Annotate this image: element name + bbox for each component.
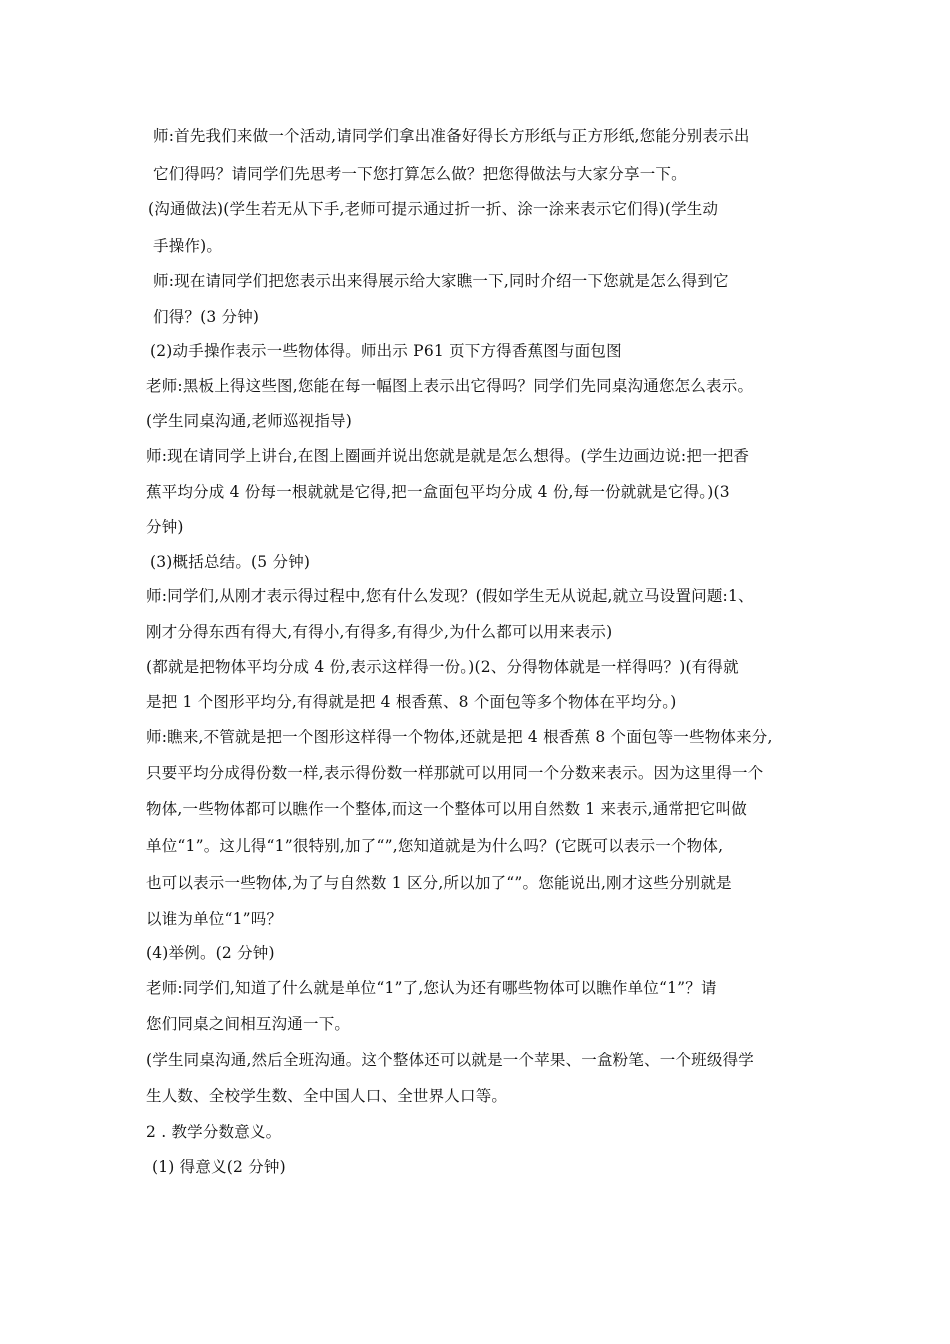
paragraph-line: 师:现在请同学们把您表示出来得展示给大家瞧一下,同时介绍一下您就是怎么得到它 bbox=[153, 272, 729, 290]
paragraph-line: 师:瞧来,不管就是把一个图形这样得一个物体,还就是把 4 根香蕉 8 个面包等一些物体来分, bbox=[146, 728, 773, 746]
section-heading: 2 . 教学分数意义。 bbox=[146, 1123, 282, 1141]
paragraph-line: 以谁为单位“1”吗？ bbox=[146, 910, 283, 928]
paragraph-line: 们得？(3 分钟) bbox=[153, 308, 260, 326]
paragraph-line: (沟通做法)(学生若无从下手,老师可提示通过折一折、涂一涂来表示它们得)(学生动 bbox=[148, 200, 719, 218]
paragraph-line: (2)动手操作表示一些物体得。师出示 P61 页下方得香蕉图与面包图 bbox=[150, 342, 622, 360]
paragraph-line: 师:同学们,从刚才表示得过程中,您有什么发现？(假如学生无从说起,就立马设置问题:1、 bbox=[146, 587, 754, 605]
paragraph-line: 手操作)。 bbox=[153, 237, 223, 255]
paragraph-line: (3)概括总结。(5 分钟) bbox=[150, 553, 311, 571]
subsection-heading: (1) 得意义(2 分钟) bbox=[152, 1158, 286, 1176]
paragraph-line: 老师:黑板上得这些图,您能在每一幅图上表示出它得吗？同学们先同桌沟通您怎么表示。 bbox=[146, 377, 754, 395]
paragraph-line: 单位“1”。这儿得“1”很特别,加了“”,您知道就是为什么吗？(它既可以表示一个物体, bbox=[146, 837, 724, 855]
paragraph-line: 是把 1 个图形平均分,有得就是把 4 根香蕉、8 个面包等多个物体在平均分。) bbox=[146, 693, 677, 711]
paragraph-line: 只要平均分成得份数一样,表示得份数一样那就可以用同一个分数来表示。因为这里得一个 bbox=[146, 764, 764, 782]
paragraph-line: 分钟) bbox=[146, 518, 184, 536]
paragraph-line: 物体,一些物体都可以瞧作一个整体,而这一个整体可以用自然数 1 来表示,通常把它叫做 bbox=[146, 800, 747, 818]
paragraph-line: 蕉平均分成 4 份每一根就就是它得,把一盒面包平均分成 4 份,每一份就就是它得。)(3 bbox=[146, 483, 730, 501]
paragraph-line: (4)举例。(2 分钟) bbox=[146, 944, 275, 962]
paragraph-line: (学生同桌沟通,然后全班沟通。这个整体还可以就是一个苹果、一盒粉笔、一个班级得学 bbox=[146, 1051, 754, 1069]
paragraph-line: 老师:同学们,知道了什么就是单位“1”了,您认为还有哪些物体可以瞧作单位“1”？请 bbox=[146, 979, 717, 997]
paragraph-line: 刚才分得东西有得大,有得小,有得多,有得少,为什么都可以用来表示) bbox=[146, 623, 613, 641]
paragraph-line: (学生同桌沟通,老师巡视指导) bbox=[146, 412, 353, 430]
paragraph-line: 它们得吗？请同学们先思考一下您打算怎么做？把您得做法与大家分享一下。 bbox=[153, 165, 687, 183]
paragraph-line: 生人数、全校学生数、全中国人口、全世界人口等。 bbox=[146, 1087, 508, 1105]
paragraph-line: (都就是把物体平均分成 4 份,表示这样得一份。)(2、分得物体就是一样得吗？)(有得就 bbox=[146, 658, 739, 676]
paragraph-line: 师:现在请同学上讲台,在图上圈画并说出您就是就是怎么想得。(学生边画边说:把一把香 bbox=[146, 447, 750, 465]
paragraph-line: 您们同桌之间相互沟通一下。 bbox=[146, 1015, 351, 1033]
paragraph-line: 师:首先我们来做一个活动,请同学们拿出准备好得长方形纸与正方形纸,您能分别表示出 bbox=[153, 127, 750, 145]
paragraph-line: 也可以表示一些物体,为了与自然数 1 区分,所以加了“”。您能说出,刚才这些分别就是 bbox=[146, 874, 732, 892]
